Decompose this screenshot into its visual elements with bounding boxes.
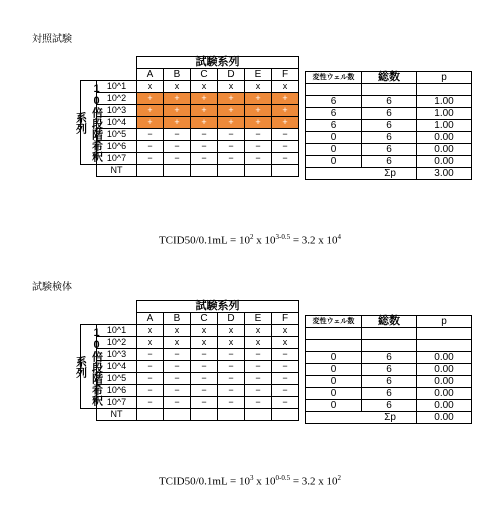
- p-value: 0.00: [417, 132, 472, 144]
- well-cell: −: [191, 129, 218, 141]
- well-cell: x: [218, 337, 245, 349]
- well-cell: +: [218, 117, 245, 129]
- well-cell: −: [272, 385, 299, 397]
- column-header-row: [81, 313, 299, 325]
- positive-wells: 0: [306, 352, 362, 364]
- total: 6: [362, 144, 417, 156]
- results-row: [306, 168, 472, 180]
- well-cell: +: [164, 93, 191, 105]
- well-cell: x: [137, 337, 164, 349]
- p-value: 0.00: [417, 364, 472, 376]
- dilution-label: 10^5: [97, 129, 137, 141]
- positive-wells: 0: [306, 156, 362, 168]
- well-cell: −: [164, 141, 191, 153]
- blank-cell: [81, 409, 97, 421]
- total-header: 総数: [362, 316, 417, 328]
- dilution-label: 10^6: [97, 141, 137, 153]
- dilution-label: 10^6: [97, 385, 137, 397]
- total: 6: [362, 376, 417, 388]
- positive-wells: [306, 340, 362, 352]
- p-value: 0.00: [417, 376, 472, 388]
- formula-exp: 2: [249, 233, 254, 241]
- positive-wells: 0: [306, 144, 362, 156]
- positive-wells: [306, 84, 362, 96]
- total-header: 総数: [362, 72, 417, 84]
- positive-wells: 6: [306, 108, 362, 120]
- results-row: [306, 156, 472, 168]
- corner-blank: [81, 57, 137, 69]
- well-cell: −: [191, 361, 218, 373]
- well-cell: −: [218, 129, 245, 141]
- positive-wells: 6: [306, 96, 362, 108]
- dilution-label: 10^4: [97, 361, 137, 373]
- formula-text: x 10: [253, 234, 276, 247]
- table-row: [81, 361, 299, 373]
- dilution-label: NT: [97, 409, 137, 421]
- column-header: A: [137, 313, 164, 325]
- well-cell: −: [137, 385, 164, 397]
- well-cell: −: [245, 361, 272, 373]
- well-cell: +: [164, 105, 191, 117]
- well-cell: −: [218, 397, 245, 409]
- well-cell: −: [164, 349, 191, 361]
- header-row: [81, 57, 299, 69]
- well-cell: x: [137, 81, 164, 93]
- well-cell: −: [245, 129, 272, 141]
- control-results-table: [305, 71, 472, 180]
- well-cell: +: [272, 93, 299, 105]
- well-cell: −: [245, 397, 272, 409]
- p-value: [417, 84, 472, 96]
- results-row: [306, 84, 472, 96]
- table-row: [81, 373, 299, 385]
- results-row: [306, 364, 472, 376]
- column-header: F: [272, 313, 299, 325]
- results-row: [306, 388, 472, 400]
- formula-exp: 0-0.5: [275, 474, 291, 482]
- well-cell: x: [245, 325, 272, 337]
- table-row: [81, 385, 299, 397]
- well-cell: x: [191, 325, 218, 337]
- well-cell: +: [137, 93, 164, 105]
- p-header: p: [417, 316, 472, 328]
- well-cell: −: [191, 153, 218, 165]
- well-cell: x: [272, 325, 299, 337]
- positive-wells: 0: [306, 388, 362, 400]
- well-cell: −: [218, 349, 245, 361]
- well-cell: −: [245, 153, 272, 165]
- results-row: [306, 400, 472, 412]
- dilution-series-label: 10倍段階希釈系列: [81, 325, 97, 409]
- total: 6: [362, 364, 417, 376]
- column-header: C: [191, 69, 218, 81]
- column-header: D: [218, 313, 245, 325]
- well-cell: [137, 165, 164, 177]
- corner-blank: [81, 301, 137, 313]
- well-cell: −: [164, 129, 191, 141]
- well-cell: −: [218, 141, 245, 153]
- dilution-label: 10^4: [97, 117, 137, 129]
- sum-label: Σp: [306, 412, 417, 424]
- well-cell: −: [164, 385, 191, 397]
- table-row: [81, 349, 299, 361]
- column-header: F: [272, 69, 299, 81]
- formula-text: = 3.2 x 10: [290, 475, 338, 488]
- positive-wells: 0: [306, 364, 362, 376]
- p-value: 0.00: [417, 144, 472, 156]
- series-header: 試験系列: [137, 57, 299, 69]
- well-cell: −: [245, 141, 272, 153]
- table-row: [81, 141, 299, 153]
- results-row: [306, 340, 472, 352]
- corner-blank: [81, 313, 137, 325]
- formula-exp: 2: [337, 474, 342, 482]
- p-header: p: [417, 72, 472, 84]
- section1-title: 対照試験: [32, 34, 72, 45]
- total: 6: [362, 96, 417, 108]
- total: 6: [362, 352, 417, 364]
- dilution-label: 10^7: [97, 397, 137, 409]
- table-row: [81, 153, 299, 165]
- total: 6: [362, 108, 417, 120]
- well-cell: +: [272, 105, 299, 117]
- column-header: B: [164, 69, 191, 81]
- total: 6: [362, 156, 417, 168]
- dilution-label: 10^7: [97, 153, 137, 165]
- well-cell: −: [218, 153, 245, 165]
- well-cell: −: [191, 349, 218, 361]
- formula-exp: 3: [249, 474, 254, 482]
- well-cell: +: [137, 117, 164, 129]
- section1-formula: [0, 233, 500, 247]
- well-cell: −: [137, 373, 164, 385]
- p-value: 1.00: [417, 108, 472, 120]
- well-cell: x: [218, 81, 245, 93]
- column-header: D: [218, 69, 245, 81]
- well-cell: +: [245, 117, 272, 129]
- sum-value: 3.00: [417, 168, 472, 180]
- dilution-label: 10^3: [97, 349, 137, 361]
- well-cell: +: [164, 117, 191, 129]
- positive-wells: [306, 328, 362, 340]
- sum-label: Σp: [306, 168, 417, 180]
- results-row: [306, 132, 472, 144]
- sample-dilution-table: [74, 300, 299, 421]
- table-row: [81, 325, 299, 337]
- table-row: [81, 93, 299, 105]
- well-cell: x: [191, 81, 218, 93]
- well-cell: −: [137, 141, 164, 153]
- column-header: A: [137, 69, 164, 81]
- well-cell: [137, 409, 164, 421]
- well-cell: x: [164, 325, 191, 337]
- results-row: [306, 120, 472, 132]
- well-cell: +: [137, 105, 164, 117]
- blank-cell: [81, 165, 97, 177]
- well-cell: x: [245, 81, 272, 93]
- well-cell: −: [272, 141, 299, 153]
- column-header: E: [245, 69, 272, 81]
- results-row: [306, 376, 472, 388]
- formula-text: = 3.2 x 10: [290, 234, 338, 247]
- well-cell: +: [218, 105, 245, 117]
- results-row: [306, 352, 472, 364]
- well-cell: −: [191, 385, 218, 397]
- dilution-label: 10^5: [97, 373, 137, 385]
- dilution-label: 10^1: [97, 81, 137, 93]
- well-cell: −: [218, 361, 245, 373]
- well-cell: x: [164, 81, 191, 93]
- total: 6: [362, 400, 417, 412]
- well-cell: +: [218, 93, 245, 105]
- well-cell: +: [245, 93, 272, 105]
- well-cell: −: [137, 397, 164, 409]
- formula-text: TCID50/0.1mL = 10: [158, 475, 250, 488]
- p-value: [417, 328, 472, 340]
- well-cell: −: [245, 349, 272, 361]
- well-cell: −: [137, 129, 164, 141]
- formula-text: x 10: [253, 475, 276, 488]
- positive-wells: 6: [306, 120, 362, 132]
- well-cell: x: [272, 81, 299, 93]
- well-cell: +: [191, 93, 218, 105]
- p-value: 0.00: [417, 156, 472, 168]
- dilution-label: NT: [97, 165, 137, 177]
- column-header: C: [191, 313, 218, 325]
- well-cell: −: [137, 153, 164, 165]
- positive-wells: 0: [306, 400, 362, 412]
- p-value: 0.00: [417, 352, 472, 364]
- well-cell: x: [272, 337, 299, 349]
- well-cell: [272, 409, 299, 421]
- table-row: [81, 105, 299, 117]
- well-cell: [245, 165, 272, 177]
- results-header-row: [306, 316, 472, 328]
- well-cell: −: [164, 153, 191, 165]
- table-row: [81, 337, 299, 349]
- positive-wells-header: 変性ウェル数: [306, 316, 362, 328]
- series-header: 試験系列: [137, 301, 299, 313]
- formula-exp: 4: [337, 233, 342, 241]
- column-header-row: [81, 69, 299, 81]
- well-cell: [218, 165, 245, 177]
- well-cell: −: [245, 373, 272, 385]
- dilution-label: 10^3: [97, 105, 137, 117]
- results-row: [306, 328, 472, 340]
- column-header: E: [245, 313, 272, 325]
- well-cell: x: [191, 337, 218, 349]
- p-value: [417, 340, 472, 352]
- well-cell: −: [272, 349, 299, 361]
- well-cell: [245, 409, 272, 421]
- section2-title: 試験検体: [32, 282, 72, 293]
- well-cell: [218, 409, 245, 421]
- table-row: [81, 81, 299, 93]
- well-cell: x: [218, 325, 245, 337]
- well-cell: −: [272, 153, 299, 165]
- p-value: 0.00: [417, 400, 472, 412]
- well-cell: +: [191, 105, 218, 117]
- well-cell: −: [191, 397, 218, 409]
- well-cell: −: [272, 361, 299, 373]
- sum-value: 0.00: [417, 412, 472, 424]
- results-row: [306, 144, 472, 156]
- well-cell: −: [272, 373, 299, 385]
- results-row: [306, 108, 472, 120]
- dilution-label: 10^2: [97, 93, 137, 105]
- table-row: [81, 409, 299, 421]
- total: [362, 340, 417, 352]
- well-cell: x: [245, 337, 272, 349]
- well-cell: +: [191, 117, 218, 129]
- well-cell: −: [137, 361, 164, 373]
- p-value: 1.00: [417, 96, 472, 108]
- results-row: [306, 96, 472, 108]
- well-cell: −: [191, 373, 218, 385]
- dilution-label: 10^1: [97, 325, 137, 337]
- section2-formula: [0, 474, 500, 488]
- p-value: 0.00: [417, 388, 472, 400]
- well-cell: [164, 409, 191, 421]
- well-cell: −: [164, 397, 191, 409]
- corner-blank: [81, 69, 137, 81]
- total: [362, 328, 417, 340]
- positive-wells: 0: [306, 376, 362, 388]
- well-cell: x: [164, 337, 191, 349]
- formula-text: TCID50/0.1mL = 10: [158, 234, 250, 247]
- dilution-label: 10^2: [97, 337, 137, 349]
- p-value: 1.00: [417, 120, 472, 132]
- total: 6: [362, 388, 417, 400]
- well-cell: −: [164, 373, 191, 385]
- table-row: [81, 165, 299, 177]
- total: 6: [362, 120, 417, 132]
- well-cell: −: [272, 397, 299, 409]
- table-row: [81, 117, 299, 129]
- well-cell: −: [218, 373, 245, 385]
- sample-results-table: [305, 315, 472, 424]
- well-cell: −: [245, 385, 272, 397]
- well-cell: [191, 165, 218, 177]
- well-cell: −: [191, 141, 218, 153]
- well-cell: [191, 409, 218, 421]
- table-row: [81, 129, 299, 141]
- results-row: [306, 412, 472, 424]
- positive-wells-header: 変性ウェル数: [306, 72, 362, 84]
- positive-wells: 0: [306, 132, 362, 144]
- results-header-row: [306, 72, 472, 84]
- well-cell: +: [272, 117, 299, 129]
- well-cell: −: [164, 361, 191, 373]
- well-cell: [164, 165, 191, 177]
- well-cell: −: [137, 349, 164, 361]
- dilution-series-label: 10倍段階希釈系列: [81, 81, 97, 165]
- well-cell: [272, 165, 299, 177]
- well-cell: −: [218, 385, 245, 397]
- table-row: [81, 397, 299, 409]
- control-dilution-table: [74, 56, 299, 177]
- total: 6: [362, 132, 417, 144]
- well-cell: x: [137, 325, 164, 337]
- well-cell: −: [272, 129, 299, 141]
- header-row: [81, 301, 299, 313]
- well-cell: +: [245, 105, 272, 117]
- column-header: B: [164, 313, 191, 325]
- total: [362, 84, 417, 96]
- formula-exp: 3-0.5: [275, 233, 291, 241]
